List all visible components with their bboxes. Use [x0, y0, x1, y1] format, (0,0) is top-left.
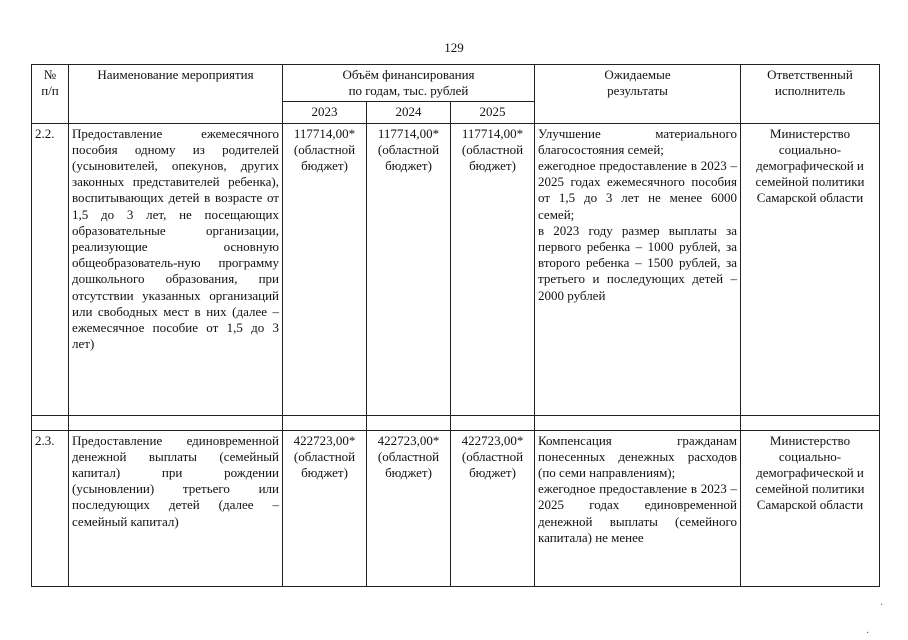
row-executor: Министерство социально-демографической и семейной политики Самарской области [741, 430, 880, 586]
row-gap [32, 415, 880, 430]
row-amount-2023: 422723,00* (областной бюджет) [283, 430, 367, 586]
header-executor: Ответственный исполнитель [741, 65, 880, 124]
row-amount-2024: 117714,00* (областной бюджет) [367, 123, 451, 415]
scan-speck: · [880, 600, 884, 611]
page-number: 129 [444, 40, 464, 55]
row-executor: Министерство социально-демографической и семейной политики Самарской области [741, 123, 880, 415]
row-amount-2025: 117714,00* (областной бюджет) [451, 123, 535, 415]
row-results-cell [535, 430, 741, 586]
header-year-2025: 2025 [451, 102, 535, 123]
table-row [32, 123, 880, 415]
table-row [32, 430, 880, 586]
header-name: Наименование мероприятия [69, 65, 283, 124]
row-name: Предоставление единовременной денежной выплаты (семейный капитал) при рождении (усыновлении) третьего или последующих детей (далее – семейный капитал) [69, 430, 283, 586]
row-name: Предоставление ежемесячного пособия одному из родителей (усыновителей, опекунов, других законных представителей ребенка), воспитывающих детей в возрасте от 1,5 до 3 лет, не посещающих образовательные организации, реализующие основную общеобразователь-ную программу дошкольного образования, при отсутствии указанных организаций или свободных мест в них (далее – ежемесячное пособие от 1,5 до 3 лет) [69, 123, 283, 415]
row-amount-2023: 117714,00* (областной бюджет) [283, 123, 367, 415]
row-amount-2024: 422723,00* (областной бюджет) [367, 430, 451, 586]
header-row [32, 65, 880, 102]
row-num: 2.2. [32, 123, 69, 415]
row-num: 2.3. [32, 430, 69, 586]
row-results: Улучшение материального благосостояния семей; ежегодное предоставление в 2023 – 2025 годах ежемесячного пособия от 1,5 до 3 лет не менее 6000 семей; в 2023 году размер выплаты за первого ребенка – 1000 рублей, за второго ребенка – 1500 рублей, за третьего и последующих детей – 2000 рублей [535, 123, 741, 415]
header-year-2024: 2024 [367, 102, 451, 123]
header-results: Ожидаемые результаты [535, 65, 741, 124]
scan-speck: · [866, 628, 870, 639]
measures-table [31, 64, 880, 587]
header-num: № п/п [32, 65, 69, 124]
header-year-2023: 2023 [283, 102, 367, 123]
row-amount-2025: 422723,00* (областной бюджет) [451, 430, 535, 586]
row-results: Компенсация гражданам понесенных денежных расходов (по семи направлениям); ежегодное предоставление в 2023 – 2025 годах единовременной денежной выплаты (семейного капитала) не менее [538, 432, 737, 545]
header-financing: Объём финансирования по годам, тыс. рублей [283, 65, 535, 102]
